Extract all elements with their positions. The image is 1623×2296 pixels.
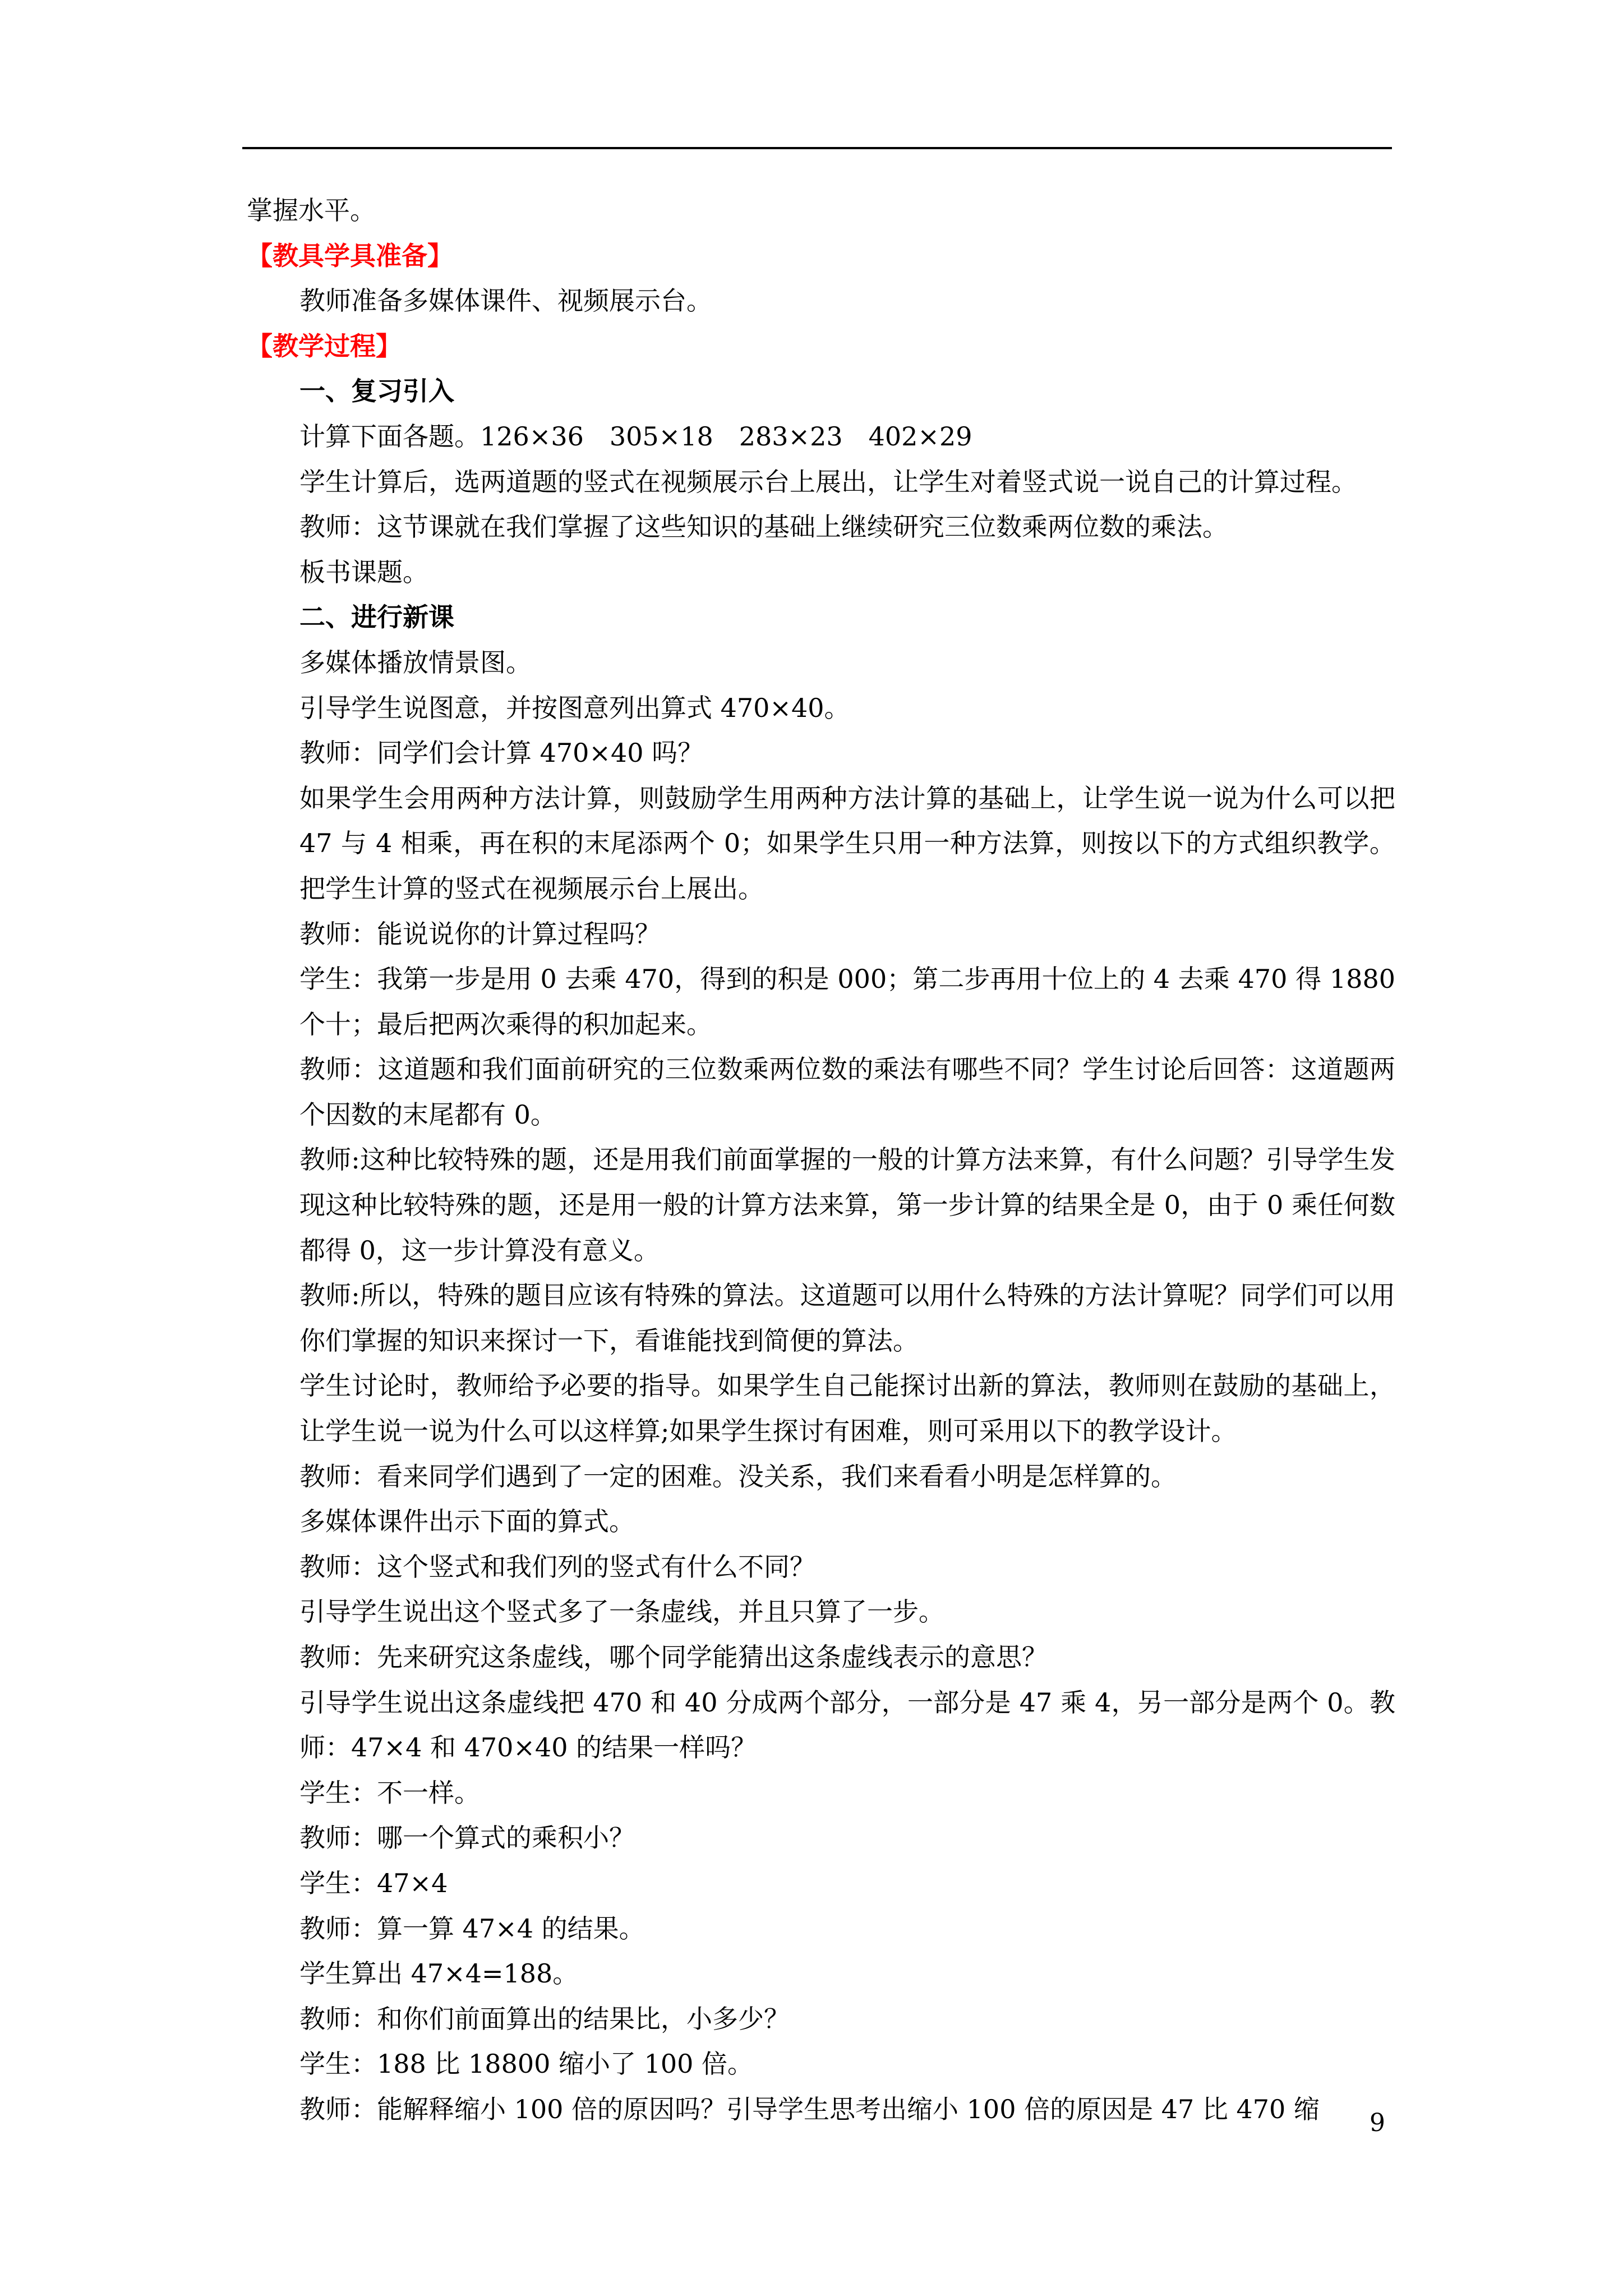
paragraph-mastery: 掌握水平。 <box>247 195 376 226</box>
subheading-new-lesson: 二、进行新课 <box>299 602 454 633</box>
subheading-review: 一、复习引入 <box>299 376 454 407</box>
paragraph-materials: 教师准备多媒体课件、视频展示台。 <box>299 286 712 316</box>
paragraph-teacher-question: 教师：同学们会计算 470×40 吗？ <box>299 738 704 769</box>
paragraph-dotted-line: 引导学生说出这个竖式多了一条虚线，并且只算了一步。 <box>299 1596 944 1627</box>
section-heading-materials: 【教具学具准备】 <box>247 240 453 271</box>
paragraph-teacher-special-method: 教师:所以，特殊的题目应该有特殊的算法。这道题可以用什么特殊的方法计算呢？同学们可以用你们掌握的知识来探讨一下，看谁能找到简便的算法。 <box>299 1280 1395 1356</box>
paragraph-teacher-explain: 教师：能解释缩小 100 倍的原因吗？引导学生思考出缩小 100 倍的原因是 47 比 470 缩 <box>299 2093 1320 2124</box>
paragraph-two-methods: 如果学生会用两种方法计算，则鼓励学生用两种方法计算的基础上，让学生说一说为什么可以把 47 与 4 相乘，再在积的末尾添两个 0；如果学生只用一种方法算，则按以下的方式组织教学。把学生计算的竖式在视频展示台上展出。 <box>299 783 1395 904</box>
paragraph-teacher-how-much: 教师：和你们前面算出的结果比，小多少？ <box>299 2003 790 2034</box>
paragraph-student-47x4: 学生：47×4 <box>299 1867 448 1898</box>
paragraph-student-100x: 学生：188 比 18800 缩小了 100 倍。 <box>299 2049 754 2079</box>
paragraph-teacher-calc: 教师：算一算 47×4 的结果。 <box>299 1913 645 1944</box>
paragraph-exercises: 计算下面各题。126×36 305×18 283×23 402×29 <box>299 421 972 452</box>
paragraph-board-title: 板书课题。 <box>299 556 428 587</box>
paragraph-teacher-special: 教师:这种比较特殊的题，还是用我们前面掌握的一般的计算方法来算，有什么问题？引导学生发现这种比较特殊的题，还是用一般的计算方法来算，第一步计算的结果全是 0，由于 0 乘任何数都得 0，这一步计算没有意义。 <box>299 1144 1395 1266</box>
paragraph-scene: 多媒体播放情景图。 <box>299 647 532 678</box>
paragraph-student-display: 学生计算后，选两道题的竖式在视频展示台上展出，让学生对着竖式说一说自己的计算过程。 <box>299 466 1357 497</box>
header-rule <box>242 147 1392 149</box>
paragraph-split-parts: 引导学生说出这条虚线把 470 和 40 分成两个部分，一部分是 47 乘 4，另一部分是两个 0。教师：47×4 和 470×40 的结果一样吗？ <box>299 1687 1395 1763</box>
paragraph-student-result: 学生算出 47×4=188。 <box>299 1958 579 1989</box>
paragraph-student-steps: 学生：我第一步是用 0 去乘 470，得到的积是 000；第二步再用十位上的 4 去乘 470 得 1880 个十；最后把两次乘得的积加起来。 <box>299 964 1395 1039</box>
paragraph-teacher-difference: 教师：这道题和我们面前研究的三位数乘两位数的乘法有哪些不同？学生讨论后回答：这道题两个因数的末尾都有 0。 <box>299 1054 1395 1130</box>
paragraph-teacher-smaller: 教师：哪一个算式的乘积小？ <box>299 1823 635 1853</box>
paragraph-teacher-dotted: 教师：先来研究这条虚线，哪个同学能猜出这条虚线表示的意思？ <box>299 1642 1048 1672</box>
paragraph-guide-formula: 引导学生说图意，并按图意列出算式 470×40。 <box>299 692 850 723</box>
paragraph-teacher-process: 教师：能说说你的计算过程吗？ <box>299 918 661 949</box>
document-body <box>247 188 1395 2132</box>
section-heading-process: 【教学过程】 <box>247 330 402 361</box>
paragraph-student-not-same: 学生：不一样。 <box>299 1777 480 1808</box>
paragraph-courseware: 多媒体课件出示下面的算式。 <box>299 1506 635 1537</box>
paragraph-teacher-compare: 教师：这个竖式和我们列的竖式有什么不同？ <box>299 1551 815 1582</box>
paragraph-teacher-intro: 教师：这节课就在我们掌握了这些知识的基础上继续研究三位数乘两位数的乘法。 <box>299 512 1228 542</box>
page-number: 9 <box>1370 2109 1385 2137</box>
paragraph-student-discussion: 学生讨论时，教师给予必要的指导。如果学生自己能探讨出新的算法，教师则在鼓励的基础上，让学生说一说为什么可以这样算;如果学生探讨有困难，则可采用以下的教学设计。 <box>299 1370 1395 1447</box>
paragraph-teacher-difficulty: 教师：看来同学们遇到了一定的困难。没关系，我们来看看小明是怎样算的。 <box>299 1461 1177 1492</box>
